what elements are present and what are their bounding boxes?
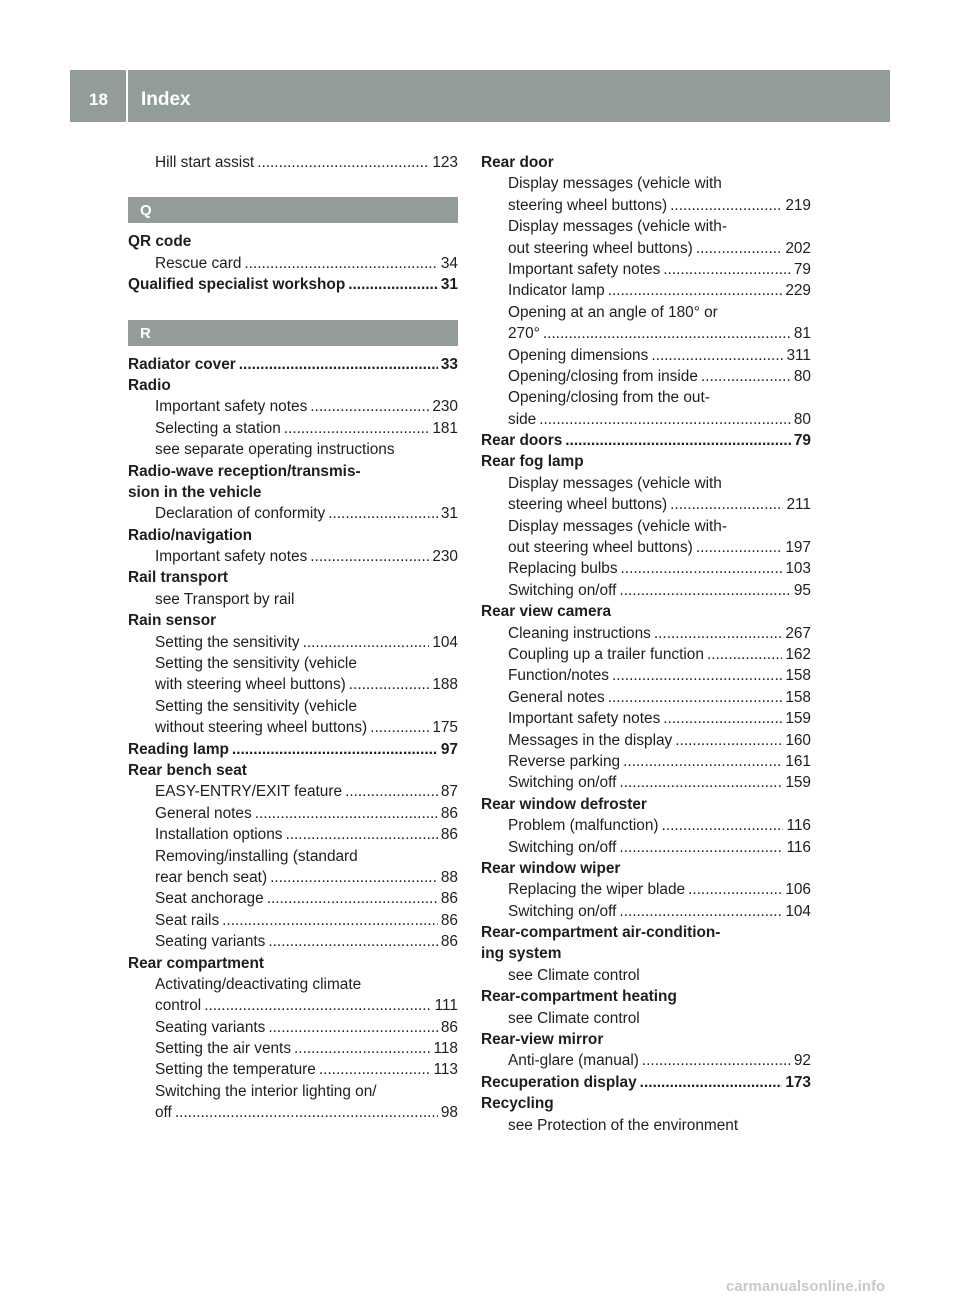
page-header: [70, 70, 890, 122]
dot-leader: [608, 280, 783, 301]
dot-leader: [670, 195, 782, 216]
page-reference: 104: [432, 633, 458, 651]
page-reference: 86: [440, 933, 458, 951]
page-reference: 219: [785, 196, 811, 214]
entry-text: out steering wheel buttons): [508, 239, 693, 257]
entry-text: with steering wheel buttons): [155, 676, 346, 694]
entry-text: Reading lamp: [128, 740, 229, 758]
index-entry: [128, 953, 458, 974]
entry-text: Recuperation display: [481, 1073, 637, 1091]
entry-text: Coupling up a trailer function: [508, 645, 704, 663]
page-reference: 81: [793, 325, 811, 343]
entry-text: Opening dimensions: [508, 346, 649, 364]
page-reference: 86: [440, 826, 458, 844]
dot-leader: [642, 1050, 791, 1071]
entry-text: Selecting a station: [155, 419, 281, 437]
entry-text: QR code: [128, 233, 192, 251]
page-reference: 116: [786, 838, 811, 856]
page-reference: 79: [793, 432, 811, 450]
entry-text: Important safety notes: [508, 710, 661, 728]
dot-leader: [175, 1102, 438, 1123]
entry-text: Opening at an angle of 180° or: [508, 303, 718, 321]
index-subentry: [481, 815, 811, 836]
index-subentry: [128, 846, 458, 889]
dot-leader: [654, 623, 782, 644]
index-subentry: [481, 558, 811, 579]
page-reference: 97: [440, 740, 458, 758]
entry-text: Replacing bulbs: [508, 560, 618, 578]
index-entry: [481, 430, 811, 451]
index-entry: [128, 760, 458, 781]
dot-leader: [565, 430, 791, 451]
index-entry: [128, 375, 458, 396]
index-subentry: [128, 910, 458, 931]
index-entry: [128, 354, 458, 375]
dot-leader: [303, 632, 430, 653]
entry-text: Anti-glare (manual): [508, 1052, 639, 1070]
page-reference: 158: [785, 667, 811, 685]
entry-text: Declaration of conformity: [155, 505, 326, 523]
index-entry: [481, 794, 811, 815]
index-subentry: [128, 152, 458, 173]
entry-text: Rear window wiper: [481, 859, 621, 877]
index-subentry: [128, 396, 458, 417]
dot-leader: [608, 687, 783, 708]
index-subentry: [128, 546, 458, 567]
page-reference: 33: [440, 355, 458, 373]
entry-text: Important safety notes: [155, 548, 308, 566]
page-reference: 86: [440, 1018, 458, 1036]
index-column-right: [481, 152, 811, 1136]
section-heading: Q: [128, 197, 458, 223]
page-reference: 103: [785, 560, 811, 578]
dot-leader: [349, 674, 430, 695]
dot-leader: [244, 253, 437, 274]
page-reference: 116: [786, 817, 811, 835]
index-subentry: [128, 589, 458, 610]
page-reference: 87: [440, 783, 458, 801]
index-entry: [128, 567, 458, 588]
page-reference: 181: [432, 419, 458, 437]
entry-text: sion in the vehicle: [128, 483, 262, 501]
entry-text: Hill start assist: [155, 154, 255, 171]
entry-text: Rear-compartment air-condition-: [481, 924, 721, 942]
index-subentry: [128, 653, 458, 696]
index-subentry: [128, 503, 458, 524]
entry-text: Seat anchorage: [155, 890, 264, 908]
page-reference: 202: [785, 239, 811, 257]
entry-text: control: [155, 997, 202, 1015]
entry-text: Display messages (vehicle with: [508, 474, 722, 492]
index-entry: [481, 1093, 811, 1114]
page-reference: 86: [440, 911, 458, 929]
entry-text: Replacing the wiper blade: [508, 881, 686, 899]
dot-leader: [310, 546, 429, 567]
index-subentry: [481, 665, 811, 686]
dot-leader: [328, 503, 438, 524]
entry-text: Reverse parking: [508, 752, 621, 770]
page-reference: 113: [433, 1061, 458, 1079]
page-reference: 111: [434, 997, 458, 1015]
index-subentry: [128, 974, 458, 1017]
entry-text: Rear compartment: [128, 954, 264, 972]
page-reference: 267: [785, 624, 811, 642]
entry-text: Rain sensor: [128, 612, 217, 630]
entry-text: Switching the interior lighting on/: [155, 1082, 377, 1100]
page-number: 18: [89, 90, 108, 109]
entry-text: Messages in the display: [508, 731, 673, 749]
index-subentry: [481, 687, 811, 708]
index-entry: [128, 739, 458, 760]
index-subentry: [128, 781, 458, 802]
header-divider: [126, 70, 128, 122]
dot-leader: [370, 717, 429, 738]
dot-leader: [662, 815, 784, 836]
index-subentry: [481, 879, 811, 900]
entry-text: see Transport by rail: [155, 590, 295, 608]
entry-text: Important safety notes: [508, 260, 661, 278]
dot-leader: [619, 837, 783, 858]
dot-leader: [270, 867, 438, 888]
index-subentry: [481, 1050, 811, 1071]
index-entry: [481, 922, 811, 965]
entry-text: Qualified specialist workshop: [128, 276, 346, 294]
entry-text: see Climate control: [508, 966, 640, 984]
index-entry: [481, 601, 811, 622]
entry-text: 270°: [508, 325, 540, 343]
page-reference: 311: [786, 346, 811, 364]
page-reference: 80: [793, 367, 811, 385]
index-entry: [128, 274, 458, 295]
entry-text: Display messages (vehicle with-: [508, 517, 727, 535]
page-reference: 173: [785, 1073, 811, 1091]
index-subentry: [128, 1038, 458, 1059]
page-reference: 79: [793, 260, 811, 278]
page-title: Index: [141, 89, 191, 110]
page-reference: 230: [432, 548, 458, 566]
dot-leader: [619, 901, 782, 922]
dot-leader: [663, 708, 782, 729]
entry-text: Rescue card: [155, 254, 242, 272]
entry-text: Important safety notes: [155, 398, 308, 416]
entry-text: Rear-view mirror: [481, 1031, 604, 1049]
dot-leader: [539, 409, 791, 430]
index-subentry: [481, 259, 811, 280]
dot-leader: [543, 323, 791, 344]
dot-leader: [294, 1038, 430, 1059]
index-subentry: [481, 623, 811, 644]
entry-text: Setting the sensitivity: [155, 633, 300, 651]
dot-leader: [232, 739, 438, 760]
index-subentry: [128, 1017, 458, 1038]
entry-text: Setting the air vents: [155, 1040, 292, 1058]
index-subentry: [481, 730, 811, 751]
page-reference: 95: [793, 581, 811, 599]
page-reference: 31: [440, 505, 458, 523]
dot-leader: [688, 879, 782, 900]
index-subentry: [481, 345, 811, 366]
entry-text: Switching on/off: [508, 581, 617, 599]
index-entry: [481, 1072, 811, 1093]
index-subentry: [481, 473, 811, 516]
dot-leader: [284, 418, 430, 439]
entry-text: Rear-compartment heating: [481, 988, 677, 1006]
page-reference: 92: [793, 1052, 811, 1070]
page-reference: 160: [785, 731, 811, 749]
dot-leader: [319, 1059, 431, 1080]
index-subentry: [128, 803, 458, 824]
dot-leader: [255, 803, 438, 824]
index-column-left: [128, 152, 458, 1124]
dot-leader: [619, 580, 791, 601]
index-entry: [481, 858, 811, 879]
index-entry: [481, 1029, 811, 1050]
entry-text: Rear window defroster: [481, 795, 647, 813]
entry-text: Cleaning instructions: [508, 624, 651, 642]
page-reference: 211: [786, 496, 811, 514]
page-reference: 104: [785, 902, 811, 920]
page-reference: 162: [785, 645, 811, 663]
dot-leader: [268, 1017, 438, 1038]
entry-text: Radiator cover: [128, 355, 236, 373]
entry-text: Opening/closing from inside: [508, 367, 698, 385]
entry-text: Rail transport: [128, 569, 229, 587]
index-subentry: [481, 708, 811, 729]
index-entry: [128, 231, 458, 252]
entry-text: Function/notes: [508, 667, 609, 685]
page-reference: 175: [432, 719, 458, 737]
page-reference: 159: [785, 774, 811, 792]
entry-text: Problem (malfunction): [508, 817, 659, 835]
page-reference: 229: [785, 282, 811, 300]
dot-leader: [663, 259, 791, 280]
index-subentry: [481, 644, 811, 665]
index-entry: [481, 152, 811, 173]
dot-leader: [268, 931, 438, 952]
entry-text: Setting the temperature: [155, 1061, 316, 1079]
index-subentry: [481, 366, 811, 387]
index-subentry: [128, 931, 458, 952]
index-subentry: [128, 1059, 458, 1080]
watermark: carmanualsonline.info: [726, 1278, 886, 1295]
entry-text: Radio/navigation: [128, 526, 252, 544]
index-entry: [481, 986, 811, 1007]
entry-text: Activating/deactivating climate: [155, 975, 362, 993]
dot-leader: [701, 366, 791, 387]
section-heading: R: [128, 320, 458, 346]
entry-text: ing system: [481, 945, 562, 963]
dot-leader: [285, 824, 437, 845]
entry-text: Indicator lamp: [508, 282, 605, 300]
index-entry: [481, 451, 811, 472]
index-subentry: [128, 253, 458, 274]
dot-leader: [612, 665, 782, 686]
index-subentry: [481, 216, 811, 259]
dot-leader: [257, 152, 429, 173]
dot-leader: [619, 772, 782, 793]
dot-leader: [204, 995, 431, 1016]
entry-text: Rear view camera: [481, 603, 612, 621]
entry-text: Display messages (vehicle with-: [508, 218, 727, 236]
dot-leader: [696, 537, 783, 558]
index-subentry: [128, 632, 458, 653]
entry-text: EASY-ENTRY/EXIT feature: [155, 783, 343, 801]
dot-leader: [696, 238, 783, 259]
entry-text: Recycling: [481, 1095, 554, 1113]
index-subentry: [481, 965, 811, 986]
index-subentry: [128, 888, 458, 909]
entry-text: Setting the sensitivity (vehicle: [155, 655, 357, 673]
index-subentry: [481, 1115, 811, 1136]
index-subentry: [481, 837, 811, 858]
index-subentry: [481, 302, 811, 345]
index-subentry: [128, 1081, 458, 1124]
page-reference: 98: [440, 1104, 458, 1122]
page-reference: 31: [440, 276, 458, 294]
page-reference: 106: [785, 881, 811, 899]
page-reference: 86: [440, 804, 458, 822]
entry-text: Rear bench seat: [128, 761, 247, 779]
page-reference: 161: [785, 752, 811, 770]
dot-leader: [310, 396, 429, 417]
index-subentry: [481, 280, 811, 301]
page-reference: 188: [432, 676, 458, 694]
entry-text: Seat rails: [155, 911, 220, 929]
index-subentry: [481, 772, 811, 793]
index-subentry: [128, 439, 458, 460]
dot-leader: [345, 781, 438, 802]
page-reference: 230: [432, 398, 458, 416]
dot-leader: [651, 345, 783, 366]
entry-text: rear bench seat): [155, 868, 268, 886]
entry-text: steering wheel buttons): [508, 496, 668, 514]
entry-text: see Protection of the environment: [508, 1116, 739, 1134]
dot-leader: [640, 1072, 783, 1093]
index-subentry: [481, 901, 811, 922]
entry-text: Switching on/off: [508, 774, 617, 792]
index-subentry: [481, 1008, 811, 1029]
entry-text: General notes: [508, 688, 605, 706]
index-subentry: [481, 516, 811, 559]
entry-text: Rear doors: [481, 432, 563, 450]
page-reference: 34: [440, 254, 458, 272]
entry-text: Removing/installing (standard: [155, 847, 358, 865]
entry-text: General notes: [155, 804, 252, 822]
page-reference: 80: [793, 410, 811, 428]
entry-text: see separate operating instructions: [155, 441, 395, 459]
page-reference: 86: [440, 890, 458, 908]
entry-text: steering wheel buttons): [508, 196, 668, 214]
entry-text: Switching on/off: [508, 838, 617, 856]
entry-text: Rear door: [481, 154, 554, 171]
index-subentry: [481, 173, 811, 216]
index-subentry: [128, 418, 458, 439]
dot-leader: [222, 910, 438, 931]
entry-text: Radio-wave reception/transmis-: [128, 462, 361, 480]
entry-text: Switching on/off: [508, 902, 617, 920]
entry-text: out steering wheel buttons): [508, 539, 693, 557]
index-subentry: [128, 824, 458, 845]
page-reference: 118: [433, 1040, 458, 1058]
entry-text: off: [155, 1104, 172, 1122]
page-reference: 123: [432, 154, 458, 171]
entry-text: without steering wheel buttons): [155, 719, 368, 737]
entry-text: Opening/closing from the out-: [508, 389, 710, 407]
index-subentry: [481, 580, 811, 601]
index-entry: [128, 525, 458, 546]
entry-text: Display messages (vehicle with: [508, 175, 722, 193]
entry-text: Rear fog lamp: [481, 453, 584, 471]
entry-text: Radio: [128, 376, 171, 394]
dot-leader: [670, 494, 783, 515]
dot-leader: [348, 274, 438, 295]
page-reference: 197: [785, 539, 811, 557]
index-entry: [128, 610, 458, 631]
entry-text: Installation options: [155, 826, 283, 844]
page-reference: 159: [785, 710, 811, 728]
dot-leader: [267, 888, 438, 909]
dot-leader: [675, 730, 782, 751]
dot-leader: [621, 558, 783, 579]
page-reference: 88: [440, 868, 458, 886]
dot-leader: [707, 644, 782, 665]
entry-text: Setting the sensitivity (vehicle: [155, 697, 357, 715]
index-subentry: [128, 696, 458, 739]
entry-text: side: [508, 410, 537, 428]
index-entry: [128, 461, 458, 504]
index-subentry: [481, 387, 811, 430]
page-reference: 158: [785, 688, 811, 706]
index-subentry: [481, 751, 811, 772]
entry-text: Seating variants: [155, 933, 266, 951]
dot-leader: [623, 751, 782, 772]
dot-leader: [239, 354, 438, 375]
entry-text: see Climate control: [508, 1009, 640, 1027]
entry-text: Seating variants: [155, 1018, 266, 1036]
